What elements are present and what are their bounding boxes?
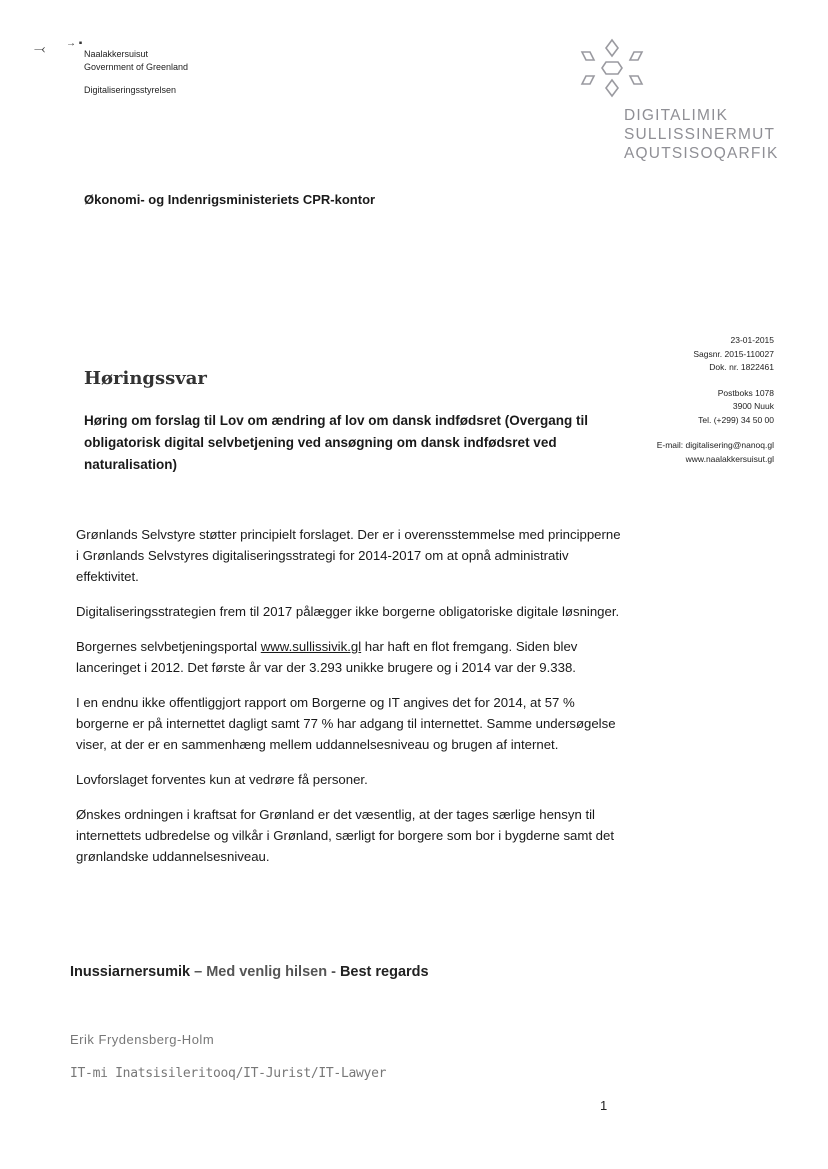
paragraph-2: Digitaliseringsstrategien frem til 2017 pålægger ikke borgerne obligatoriske digitale løsninger.: [76, 604, 620, 619]
logo-line-3: AQUTSISOQARFIK: [624, 145, 779, 162]
paragraph-3-end: har haft en flot fremgang. Siden blev lanceringet i 2012. Det første år var der 3.293 unikke brugere og i 2014 var der 9.338.: [76, 639, 578, 675]
scan-mark: ⤙: [34, 40, 46, 56]
paragraph-3: [76, 636, 624, 678]
sender-line-1: Naalakkersuisut: [84, 49, 149, 59]
paragraph-4: I en endnu ikke offentliggjort rapport om Borgerne og IT angives det for 2014, at 57 % borgerne er på internettet dagligt samt 77 % har adgang til internettet. Samme undersøgelse viser, at der er en sammenhæng mellem uddannelsesniveau og brugen af internet.: [76, 695, 616, 752]
agency-logo-icon: [572, 36, 652, 100]
phone: Tel. (+299) 34 50 00: [698, 414, 774, 425]
sullissivik-link[interactable]: www.sullissivik.gl: [260, 639, 362, 654]
date: 23-01-2015: [730, 335, 774, 345]
signer-title: IT-mi Inatsisileritooq/IT-Jurist/IT-Lawyer: [70, 1066, 387, 1081]
letter-body: [76, 524, 624, 881]
document-meta: [657, 334, 774, 466]
sender-line-2: Government of Greenland: [84, 62, 189, 72]
closing: [70, 964, 429, 980]
email: E-mail: digitalisering@nanoq.gl: [656, 440, 774, 450]
sender-block: [84, 48, 188, 97]
recipient: Økonomi- og Indenrigsministeriets CPR-kontor: [84, 192, 376, 207]
paragraph-5: Lovforslaget forventes kun at vedrøre få personer.: [76, 772, 368, 787]
signer-name: Erik Frydensberg-Holm: [70, 1032, 215, 1047]
scan-mark-small: → ▪: [66, 38, 83, 49]
closing-english: Best regards: [339, 964, 429, 980]
paragraph-6: Ønskes ordningen i kraftsat for Grønland er det væsentlig, at der tages særlige hensyn til internettets udbredelse og vilkår i Grønland, særligt for borgere som bor i bygderne samt det grønlandske uddannelsesniveau.: [76, 807, 615, 864]
sender-agency: Digitaliseringsstyrelsen: [84, 85, 177, 95]
closing-greenlandic: Inussiarnersumik: [70, 964, 191, 980]
case-number: Sagsnr. 2015-110027: [693, 348, 774, 359]
website: www.naalakkersuisut.gl: [685, 453, 774, 464]
document-number: Dok. nr. 1822461: [709, 362, 774, 372]
paragraph-3-start: Borgernes selvbetjeningsportal: [76, 639, 261, 654]
agency-logo-text: [624, 106, 779, 163]
closing-danish: – Med venlig hilsen -: [190, 964, 340, 980]
city: 3900 Nuuk: [732, 401, 774, 411]
logo-line-1: DIGITALIMIK: [624, 107, 729, 124]
postbox: Postboks 1078: [717, 387, 774, 398]
page-number: 1: [600, 1098, 608, 1113]
logo-line-2: SULLISSINERMUT: [624, 126, 776, 143]
subject: Høring om forslag til Lov om ændring af lov om dansk indfødsret (Overgang til obligatorisk digital selvbetjening ved ansøgning om dansk indfødsret ved naturalisation): [84, 413, 589, 472]
document-title: Høringssvar: [84, 368, 207, 389]
paragraph-1: Grønlands Selvstyre støtter principielt forslaget. Der er i overensstemmelse med principperne i Grønlands Selvstyres digitaliseringsstrategi for 2014-2017 om at opnå administrativ effektivitet.: [76, 527, 621, 584]
